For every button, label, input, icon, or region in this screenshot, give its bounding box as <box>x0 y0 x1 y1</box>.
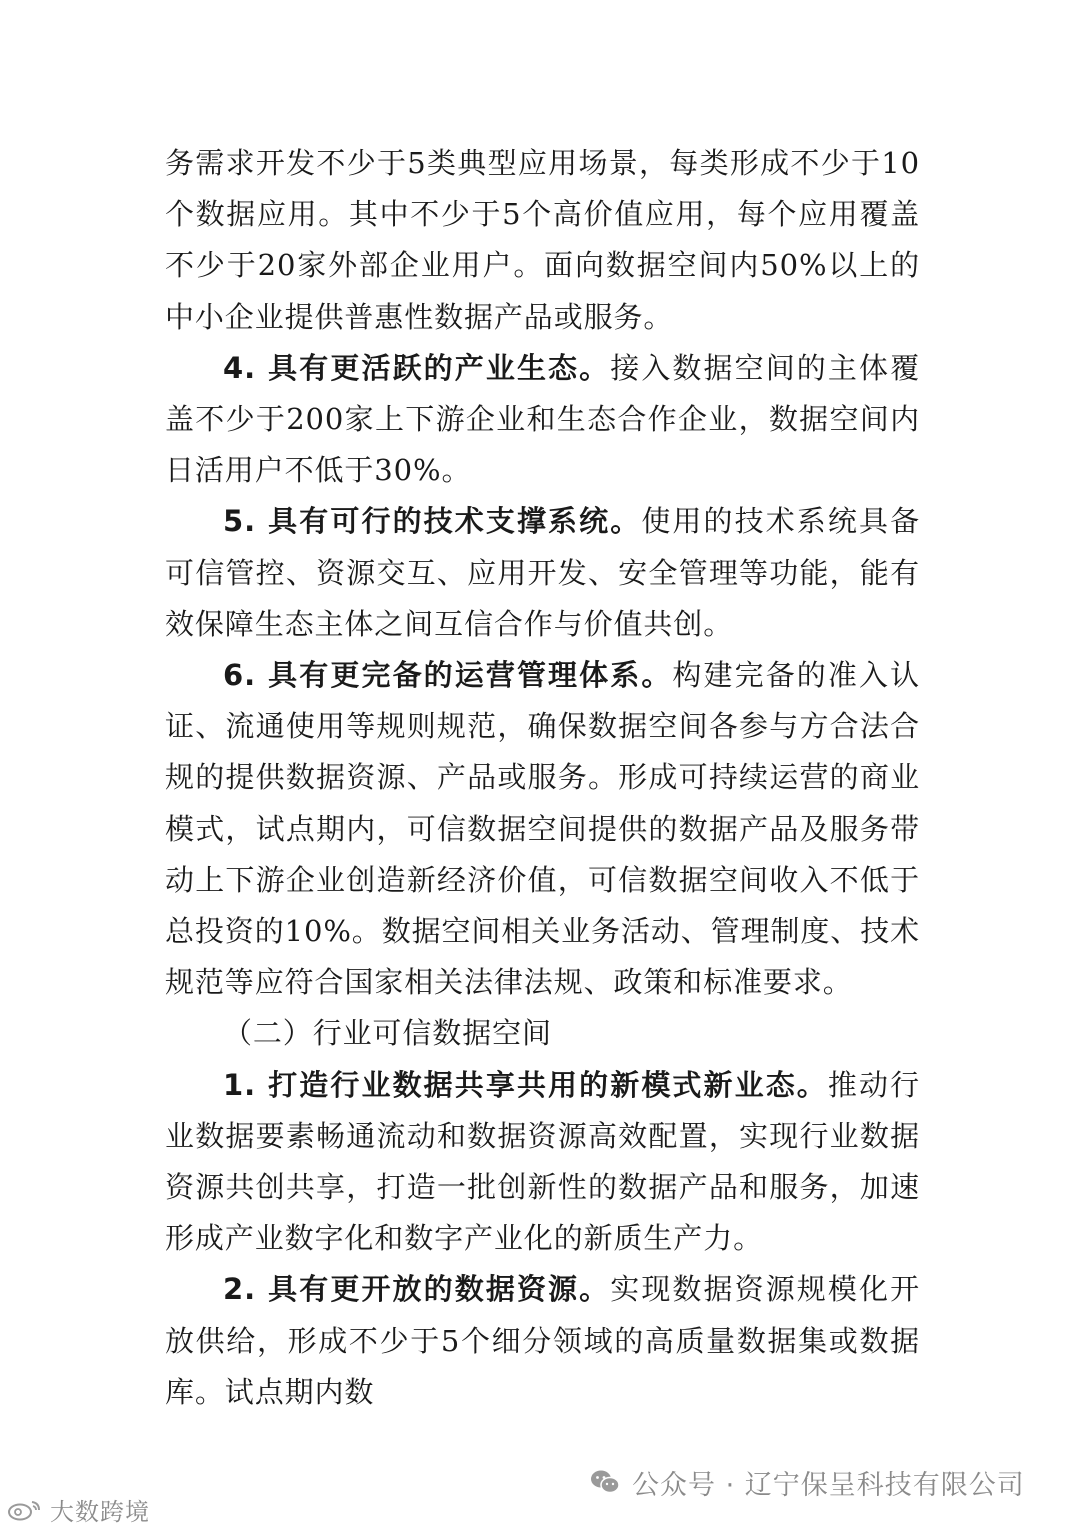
weibo-watermark-text: 大数跨境 <box>50 1498 150 1526</box>
paragraph-item-4 <box>165 343 920 497</box>
wechat-icon <box>590 1469 620 1495</box>
weibo-icon <box>6 1498 46 1522</box>
section-2-item-1-title: 1. 打造行业数据共享共用的新模式新业态。 <box>223 1067 828 1102</box>
paragraph-item-5 <box>165 496 920 650</box>
section-2-item-2-title: 2. 具有更开放的数据资源。 <box>223 1272 611 1307</box>
section-2-item-1-body: 推动行业数据要素畅通流动和数据资源高效配置，实现行业数据资源共创共享，打造一批创新性的数据产品和服务，加速形成产业数字化和数字产业化的新质生产力。 <box>165 1067 920 1256</box>
wechat-watermark <box>590 1462 1025 1502</box>
item-4-title: 4. 具有更活跃的产业生态。 <box>223 350 611 385</box>
weibo-watermark <box>6 1492 150 1527</box>
paragraph-intro-text: 务需求开发不少于5类典型应用场景，每类形成不少于10个数据应用。其中不少于5个高价值应用，每个应用覆盖不少于20家外部企业用户。面向数据空间内50%以上的中小企业提供普惠性数据产品或服务。 <box>165 146 920 334</box>
item-4-body: 接入数据空间的主体覆盖不少于200家上下游企业和生态合作企业，数据空间内日活用户不低于30%。 <box>165 350 920 488</box>
item-6-title: 6. 具有更完备的运营管理体系。 <box>223 658 673 693</box>
paragraph-item-6 <box>165 650 920 1008</box>
paragraph-section-2-item-2 <box>165 1264 920 1418</box>
item-5-body: 使用的技术系统具备可信管控、资源交互、应用开发、安全管理等功能，能有效保障生态主体之间互信合作与价值共创。 <box>165 504 920 641</box>
item-6-body: 构建完备的准入认证、流通使用等规则规范，确保数据空间各参与方合法合规的提供数据资源、产品或服务。形成可持续运营的商业模式，试点期内，可信数据空间提供的数据产品及服务带动上下游企业创造新经济价值，可信数据空间收入不低于总投资的10%。数据空间相关业务活动、管理制度、技术规范等应符合国家相关法律法规、政策和标准要求。 <box>165 658 920 1000</box>
wechat-watermark-text: 公众号 · 辽宁保呈科技有限公司 <box>632 1469 1025 1501</box>
item-5-title: 5. 具有可行的技术支撑系统。 <box>223 504 642 539</box>
section-2-heading: （二）行业可信数据空间 <box>223 1016 552 1051</box>
section-2-item-2-body: 实现数据资源规模化开放供给，形成不少于5个细分领域的高质量数据集或数据库。试点期内数 <box>165 1272 920 1409</box>
paragraph-section-2-item-1 <box>165 1060 920 1265</box>
document-body <box>165 138 920 1418</box>
paragraph-intro <box>165 138 920 343</box>
